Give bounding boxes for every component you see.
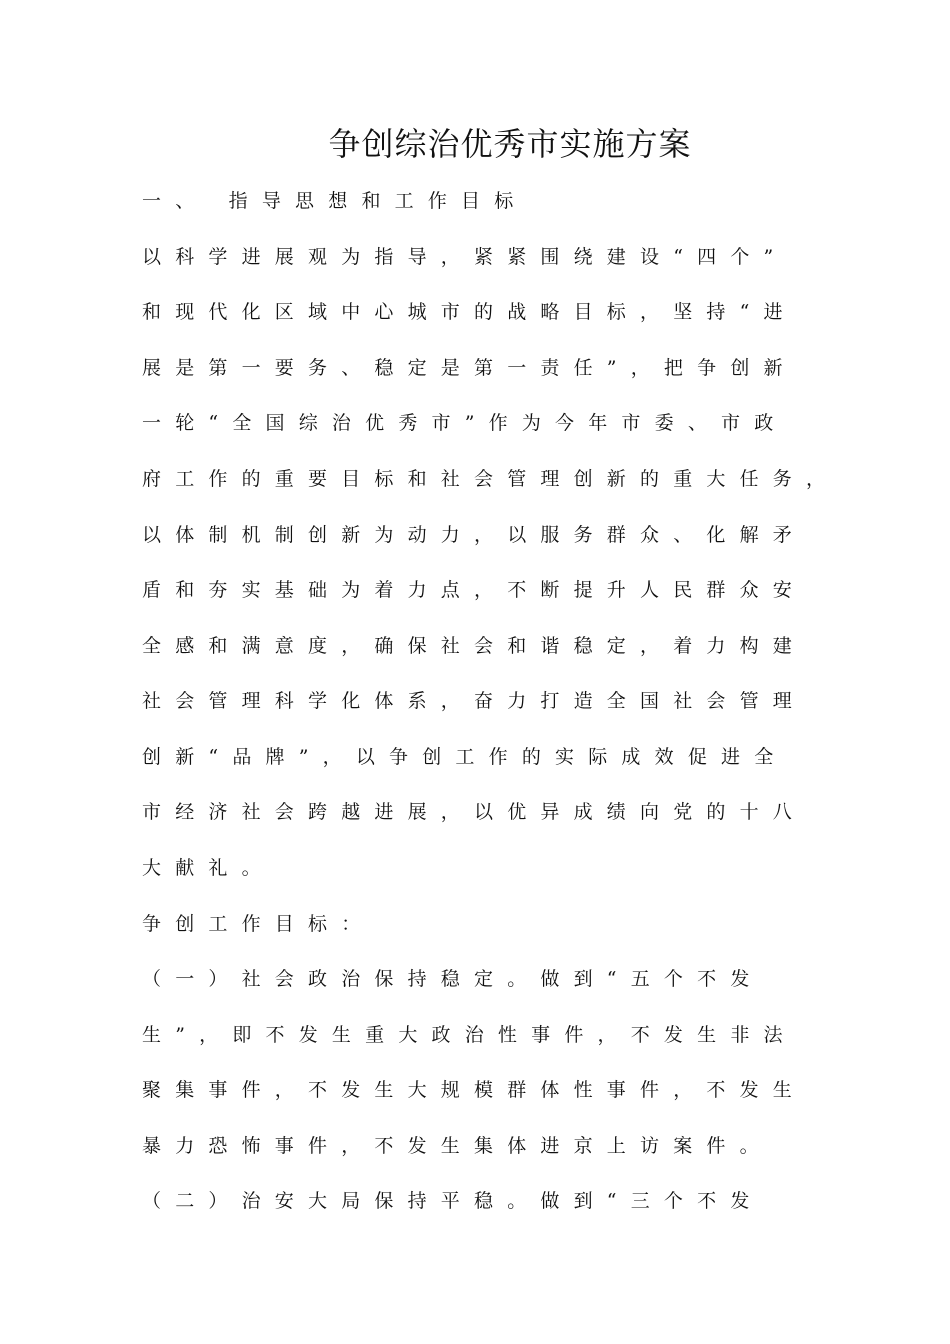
- subheading: 争创工作目标：: [142, 913, 375, 935]
- body-line: 以体制机制创新为动力，以服务群众、化解矛: [142, 524, 807, 546]
- body-line: 一轮“全国综治优秀市”作为今年市委、市政: [142, 412, 788, 434]
- body-line: 展是第一要务、稳定是第一责任”，把争创新: [142, 357, 797, 379]
- body-line: 全感和满意度，确保社会和谐稳定，着力构建: [142, 635, 807, 657]
- body-line: 和现代化区域中心城市的战略目标，坚持“进: [142, 301, 797, 323]
- body-line: （二）治安大局保持平稳。做到“三个不发: [142, 1190, 764, 1212]
- body-line: 府工作的重要目标和社会管理创新的重大任务，: [142, 468, 840, 490]
- body-line: 社会管理科学化体系，奋力打造全国社会管理: [142, 690, 807, 712]
- body-line: 大献礼。: [142, 857, 275, 879]
- body-line: 以科学进展观为指导，紧紧围绕建设“四个”: [142, 246, 788, 268]
- section-heading: 一、 指导思想和工作目标: [142, 190, 528, 212]
- body-line: 市经济社会跨越进展，以优异成绩向党的十八: [142, 801, 807, 823]
- body-line: （一）社会政治保持稳定。做到“五个不发: [142, 968, 764, 990]
- body-line: 盾和夯实基础为着力点，不断提升人民群众安: [142, 579, 807, 601]
- body-line: 生”，即不发生重大政治性事件，不发生非法: [142, 1024, 797, 1046]
- body-line: 创新“品牌”，以争创工作的实际成效促进全: [142, 746, 788, 768]
- body-line: 暴力恐怖事件，不发生集体进京上访案件。: [142, 1135, 773, 1157]
- document-title: 争创综治优秀市实施方案: [328, 125, 692, 163]
- body-line: 聚集事件，不发生大规模群体性事件，不发生: [142, 1079, 807, 1101]
